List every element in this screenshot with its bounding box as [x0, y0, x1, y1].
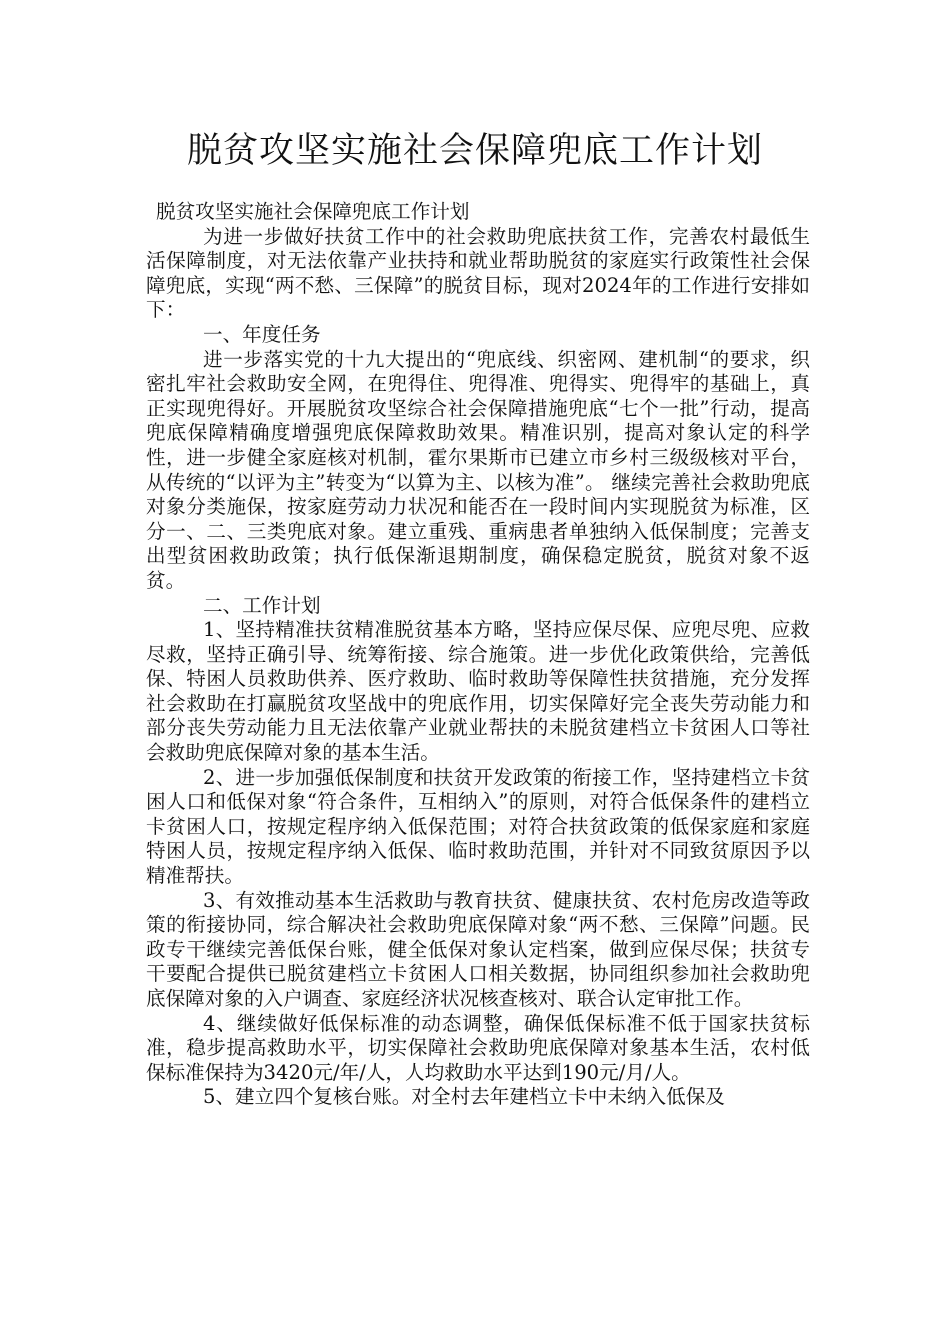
work-plan-item-5: 5、建立四个复核台账。对全村去年建档立卡中未纳入低保及 — [203, 1085, 725, 1109]
section-heading-annual-tasks: 一、年度任务 — [203, 322, 321, 346]
intro-paragraph: 为进一步做好扶贫工作中的社会救助兜底扶贫工作，完善农村最低生活保障制度，对无法依靠产业扶持和就业帮助脱贫的家庭实行政策性社会保障兜底，实现“两不愁、三保障”的脱贫目标，现对2024年的工作进行安排如下： — [146, 224, 810, 322]
annual-tasks-paragraph: 进一步落实党的十九大提出的“兜底线、织密网、建机制“的要求，织密扎牢社会救助安全网，在兜得住、兜得准、兜得实、兜得牢的基础上，真正实现兜得好。开展脱贫攻坚综合社会保障措施兜底“七个一批”行动，提高兜底保障精确度增强兜底保障救助效果。精准识别，提高对象认定的科学性，进一步健全家庭核对机制，霍尔果斯市已建立市乡村三级级核对平台，从传统的“以评为主”转变为“以算为主、以核为准”。 继续完善社会救助兜底对象分类施保，按家庭劳动力状况和能否在一段时间内实现脱贫为标准，区分一、二、三类兜底对象。建立重残、重病患者单独纳入低保制度；完善支出型贫困救助政策；执行低保渐退期制度，确保稳定脱贫，脱贫对象不返贫。 — [146, 347, 810, 592]
work-plan-item-2: 2、进一步加强低保制度和扶贫开发政策的衔接工作，坚持建档立卡贫困人口和低保对象“符合条件，互相纳入”的原则，对符合低保条件的建档立卡贫困人口，按规定程序纳入低保范围；对符合扶贫政策的低保家庭和家庭特困人员，按规定程序纳入低保、临时救助范围，并针对不同致贫原因予以精准帮扶。 — [146, 765, 810, 888]
document-body — [146, 200, 810, 1110]
work-plan-item-1: 1、坚持精准扶贫精准脱贫基本方略，坚持应保尽保、应兜尽兜、应救尽救，坚持正确引导、统筹衔接、综合施策。进一步优化政策供给，完善低保、特困人员救助供养、医疗救助、临时救助等保障性扶贫措施，充分发挥社会救助在打赢脱贫攻坚战中的兜底作用，切实保障好完全丧失劳动能力和部分丧失劳动能力且无法依靠产业就业帮扶的未脱贫建档立卡贫困人口等社会救助兜底保障对象的基本生活。 — [146, 618, 810, 765]
document-subtitle: 脱贫攻坚实施社会保障兜底工作计划 — [156, 200, 470, 223]
section-heading-work-plan: 二、工作计划 — [203, 593, 321, 617]
document-title: 脱贫攻坚实施社会保障兜底工作计划 — [186, 131, 763, 171]
work-plan-item-4: 4、继续做好低保标准的动态调整，确保低保标准不低于国家扶贫标准，稳步提高救助水平，切实保障社会救助兜底保障对象基本生活，农村低保标准保持为3420元/年/人，人均救助水平达到190元/月/人。 — [146, 1011, 810, 1084]
work-plan-item-3: 3、有效推动基本生活救助与教育扶贫、健康扶贫、农村危房改造等政策的衔接协同，综合解决社会救助兜底保障对象“两不愁、三保障”问题。民政专干继续完善低保台账，健全低保对象认定档案，做到应保尽保；扶贫专干要配合提供已脱贫建档立卡贫困人口相关数据，协同组织参加社会救助兜底保障对象的入户调查、家庭经济状况核查核对、联合认定审批工作。 — [146, 888, 810, 1010]
